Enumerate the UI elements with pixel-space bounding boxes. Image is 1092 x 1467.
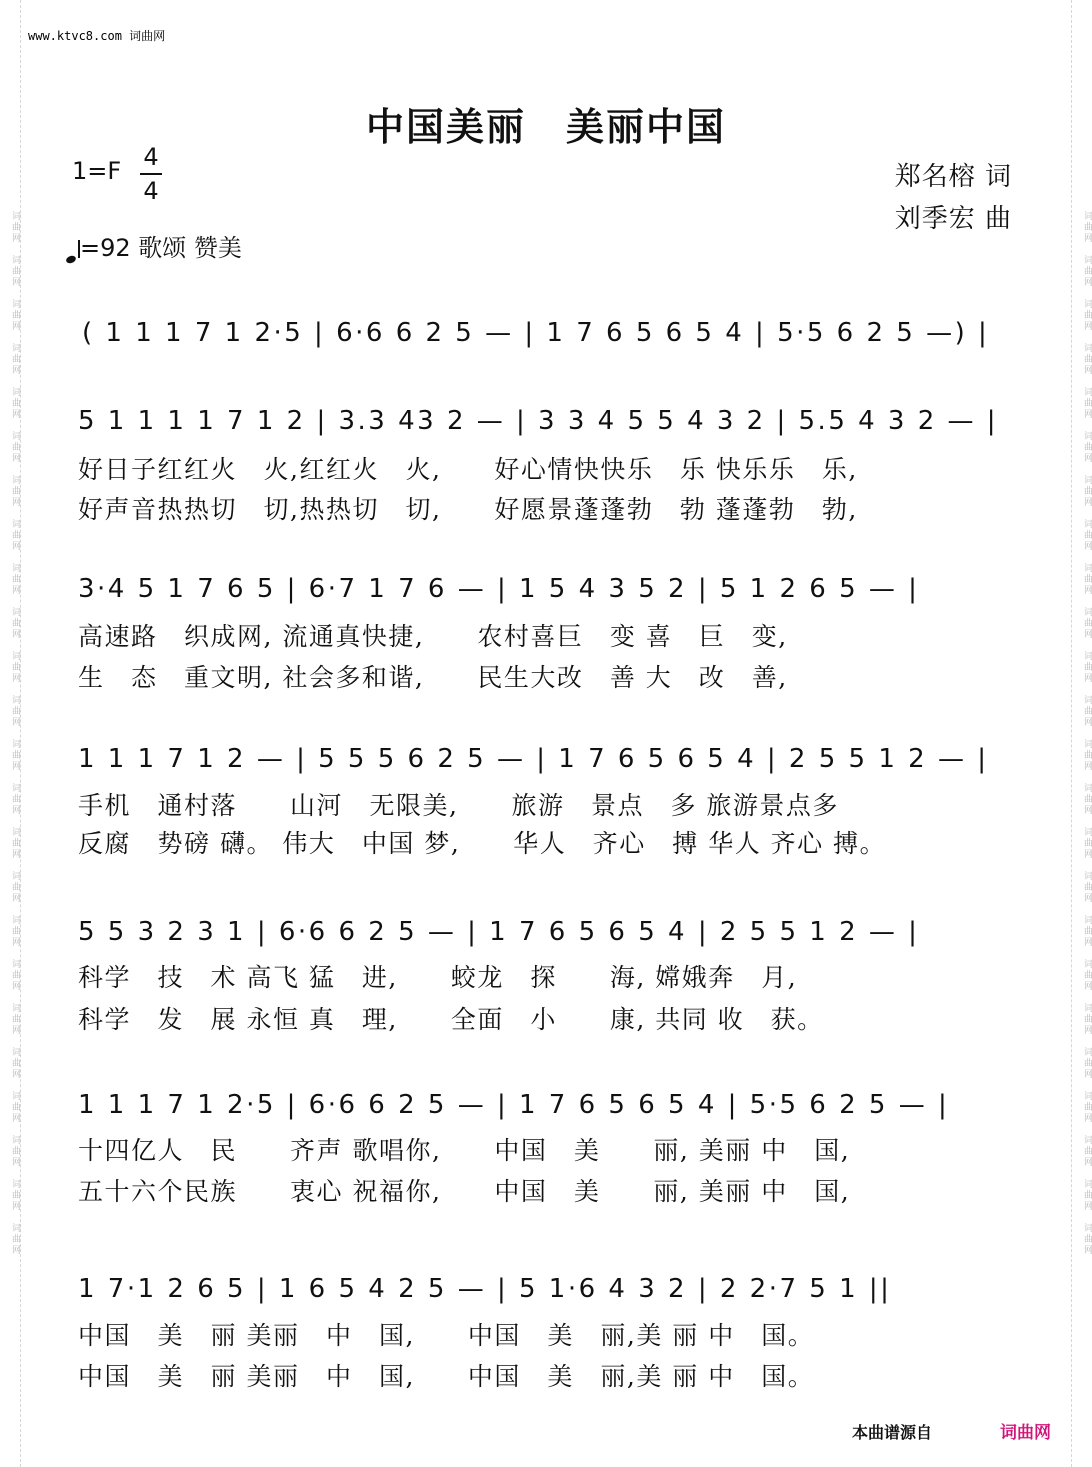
score-system-3-notes: 3·4 5 1 7 6 5 | 6·7 1 7 6 — | 1 5 4 3 5 2 | 5 1 2 6 5 — |: [78, 574, 920, 604]
score-system-2-lyrics-1: 好日子红红火 火,红红火 火, 好心情快快乐 乐 快乐乐 乐,: [78, 455, 858, 484]
score-system-4-lyrics-2: 反腐 势磅 礴。 伟大 中国 梦, 华人 齐心 搏 华人 齐心 搏。: [78, 829, 887, 858]
quarter-note-icon: [72, 240, 80, 258]
score-system-4-lyrics-1: 手机 通村落 山河 无限美, 旅游 景点 多 旅游景点多: [78, 791, 839, 820]
score-system-5-lyrics-2: 科学 发 展 永恒 真 理, 全面 小 康, 共同 收 获。: [78, 1005, 824, 1034]
score-system-7-notes: 1 7·1 2 6 5 | 1 6 5 4 2 5 — | 5 1·6 4 3 2 | 2 2·7 5 1 ||: [78, 1274, 892, 1304]
score-system-4-notes: 1 1 1 7 1 2 — | 5 5 5 6 2 5 — | 1 7 6 5 6 5 4 | 2 5 5 1 2 — |: [78, 744, 989, 774]
score-system-7-lyrics-2: 中国 美 丽 美丽 中 国, 中国 美 丽,美 丽 中 国。: [78, 1362, 815, 1391]
lyricist: 郑名榕 词: [894, 162, 1012, 192]
tempo-marking: =92 歌颂 赞美: [72, 228, 242, 263]
score-system-3-lyrics-2: 生 态 重文明, 社会多和谐, 民生大改 善 大 改 善,: [78, 663, 788, 692]
composer: 刘季宏 曲: [894, 204, 1012, 234]
score-system-2-notes: 5 1 1 1 1 7 1 2 | 3.3 43 2 — | 3 3 4 5 5 4 3 2 | 5.5 4 3 2 — |: [78, 406, 999, 436]
footer-source-text: 本曲谱源自: [852, 1423, 933, 1442]
score-system-6-lyrics-1: 十四亿人 民 齐声 歌唱你, 中国 美 丽, 美丽 中 国,: [78, 1136, 851, 1165]
time-signature: [140, 142, 162, 206]
score-system-3-lyrics-1: 高速路 织成网, 流通真快捷, 农村喜巨 变 喜 巨 变,: [78, 622, 788, 651]
score-system-2-lyrics-2: 好声音热热切 切,热热切 切, 好愿景蓬蓬勃 勃 蓬蓬勃 勃,: [78, 495, 858, 524]
score-system-5-lyrics-1: 科学 技 术 高飞 猛 进, 蛟龙 探 海, 嫦娥奔 月,: [78, 963, 798, 992]
score-system-6-lyrics-2: 五十六个民族 衷心 祝福你, 中国 美 丽, 美丽 中 国,: [78, 1177, 851, 1206]
site-watermark: www.ktvc8.com 词曲网: [28, 29, 166, 43]
footer-site-link[interactable]: 词曲网: [1000, 1423, 1051, 1443]
song-title: 中国美丽 美丽中国: [365, 104, 726, 149]
left-edge-watermark: 词曲网 词曲网 词曲网 词曲网 词曲网 词曲网 词曲网 词曲网 词曲网 词曲网 词曲网 词曲网 词曲网 词曲网 词曲网 词曲网 词曲网 词曲网 词曲网 词曲网 词曲网 词曲网 词曲网 词曲网: [0, 0, 21, 1467]
time-numerator: 4: [143, 143, 159, 171]
score-system-7-lyrics-1: 中国 美 丽 美丽 中 国, 中国 美 丽,美 丽 中 国。: [78, 1321, 815, 1350]
right-edge-watermark: 词曲网 词曲网 词曲网 词曲网 词曲网 词曲网 词曲网 词曲网 词曲网 词曲网 词曲网 词曲网 词曲网 词曲网 词曲网 词曲网 词曲网 词曲网 词曲网 词曲网 词曲网 词曲网 词曲网 词曲网: [1071, 0, 1092, 1467]
key-signature: 1=F: [72, 157, 122, 185]
score-system-1-notes: ( 1 1 1 7 1 2·5 | 6·6 6 2 5 — | 1 7 6 5 6 5 4 | 5·5 6 2 5 —) |: [82, 318, 990, 348]
time-denominator: 4: [143, 177, 159, 205]
score-system-6-notes: 1 1 1 7 1 2·5 | 6·6 6 2 5 — | 1 7 6 5 6 5 4 | 5·5 6 2 5 — |: [78, 1090, 950, 1120]
score-system-5-notes: 5 5 3 2 3 1 | 6·6 6 2 5 — | 1 7 6 5 6 5 4 | 2 5 5 1 2 — |: [78, 917, 920, 947]
